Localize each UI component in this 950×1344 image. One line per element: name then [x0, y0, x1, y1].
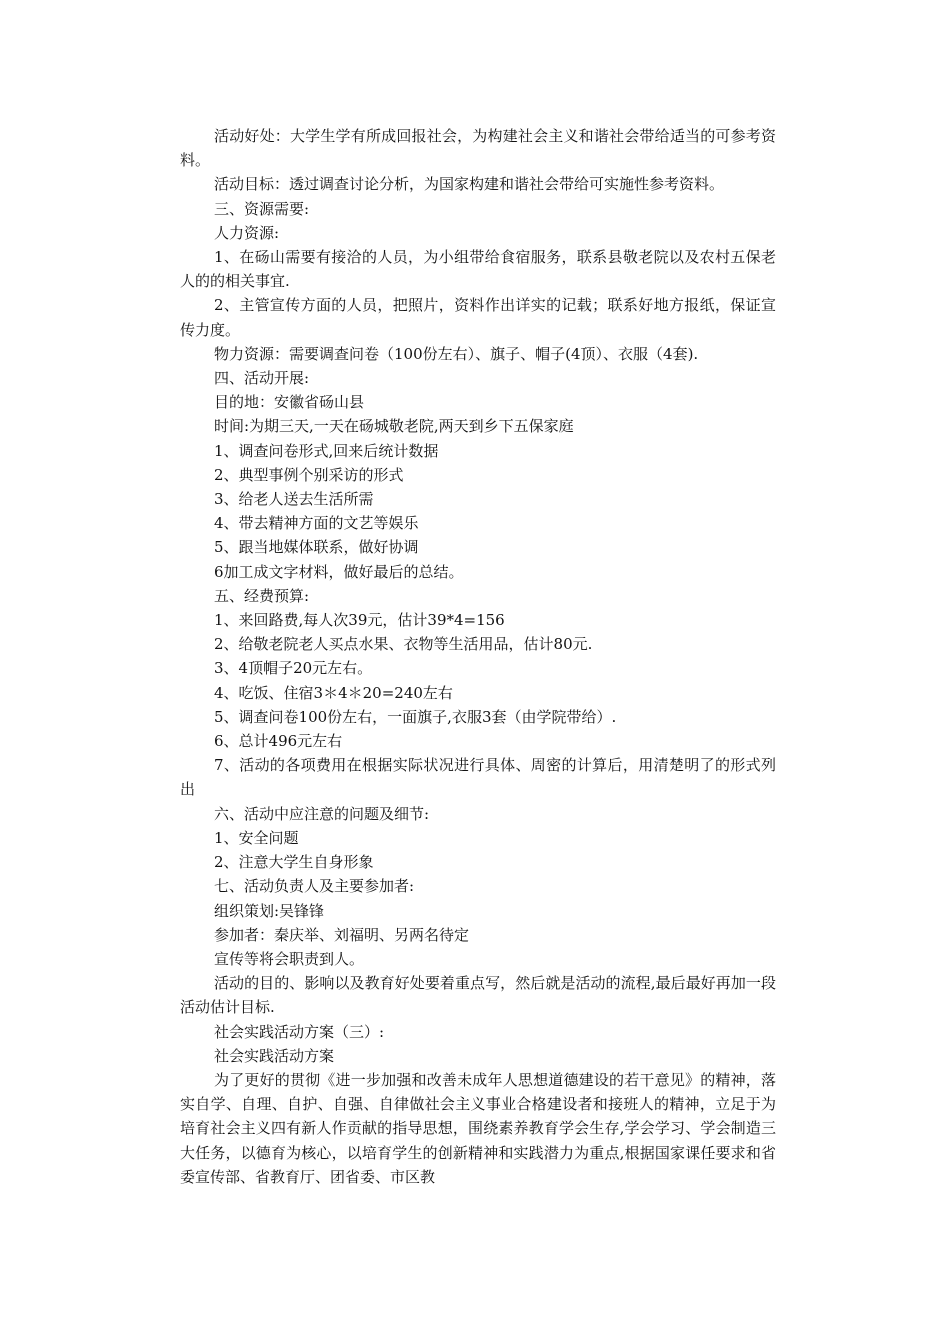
section-heading: 六、活动中应注意的问题及细节: [214, 804, 430, 823]
list-item: 1、安全问题 [214, 828, 299, 847]
paragraph: 目的地：安徽省砀山县 [214, 393, 365, 412]
list-item: 6、总计496元左右 [214, 732, 343, 751]
section-heading: 社会实践活动方案（三）: [214, 1022, 385, 1041]
section-heading: 五、经费预算: [214, 586, 310, 605]
paragraph: 社会实践活动方案 [214, 1046, 335, 1065]
list-item: 1、来回路费,每人次39元，估计39*4=156 [214, 611, 505, 630]
list-item: 1、在砀山需要有接洽的人员，为小组带给食宿服务，联系县敬老院以及农村五保老人的的相关事宜. [180, 248, 776, 291]
list-item: 1、调查问卷形式,回来后统计数据 [214, 441, 439, 460]
list-item: 2、主管宣传方面的人员，把照片，资料作出详实的记载；联系好地方报纸，保证宣传力度。 [180, 296, 776, 339]
paragraph: 时间:为期三天,一天在砀城敬老院,两天到乡下五保家庭 [214, 417, 574, 436]
paragraph: 活动的目的、影响以及教育好处要着重点写，然后就是活动的流程,最后最好再加一段活动估计目标. [180, 974, 776, 1017]
paragraph: 组织策划:吴锋锋 [214, 901, 325, 920]
list-item: 7、活动的各项费用在根据实际状况进行具体、周密的计算后，用清楚明了的形式列出 [180, 756, 776, 799]
section-heading: 七、活动负责人及主要参加者: [214, 877, 415, 896]
list-item: 2、注意大学生自身形象 [214, 853, 374, 872]
list-item: 6加工成文字材料，做好最后的总结。 [214, 562, 464, 581]
list-item: 2、给敬老院老人买点水果、衣物等生活用品，估计80元. [214, 635, 593, 654]
list-item: 4、带去精神方面的文艺等娱乐 [214, 514, 419, 533]
list-item: 3、给老人送去生活所需 [214, 490, 374, 509]
list-item: 3、4顶帽子20元左右。 [214, 659, 373, 678]
document-page [180, 124, 776, 1189]
paragraph: 活动目标：透过调查讨论分析，为国家构建和谐社会带给可实施性参考资料。 [214, 175, 725, 194]
paragraph: 宣传等将会职责到人。 [214, 949, 365, 968]
section-heading: 四、活动开展: [214, 369, 310, 388]
paragraph: 参加者：秦庆举、刘福明、另两名待定 [214, 925, 470, 944]
list-item: 4、吃饭、住宿3＊4＊20=240左右 [214, 683, 453, 702]
paragraph: 为了更好的贯彻《进一步加强和改善未成年人思想道德建设的若干意见》的精神，落实自学、自理、自护、自强、自律做社会主义事业合格建设者和接班人的精神，立足于为培育社会主义四有新人作贡献的指导思想，围绕素养教育学会生存,学会学习、学会制造三大任务，以德育为核心，以培育学生的创新精神和实践潜力为重点,根据国家课任要求和省委宣传部、省教育厅、团省委、市区教 [180, 1070, 776, 1186]
list-item: 2、典型事例个别采访的形式 [214, 465, 404, 484]
paragraph: 活动好处：大学生学有所成回报社会，为构建社会主义和谐社会带给适当的可参考资料。 [180, 127, 776, 170]
list-item: 5、跟当地媒体联系，做好协调 [214, 538, 419, 557]
paragraph: 物力资源：需要调查问卷（100份左右）、旗子、帽子(4顶）、衣服（4套). [214, 344, 699, 363]
paragraph: 人力资源: [214, 223, 280, 242]
section-heading: 三、资源需要: [214, 199, 310, 218]
list-item: 5、调查问卷100份左右，一面旗子,衣服3套（由学院带给）. [214, 707, 617, 726]
